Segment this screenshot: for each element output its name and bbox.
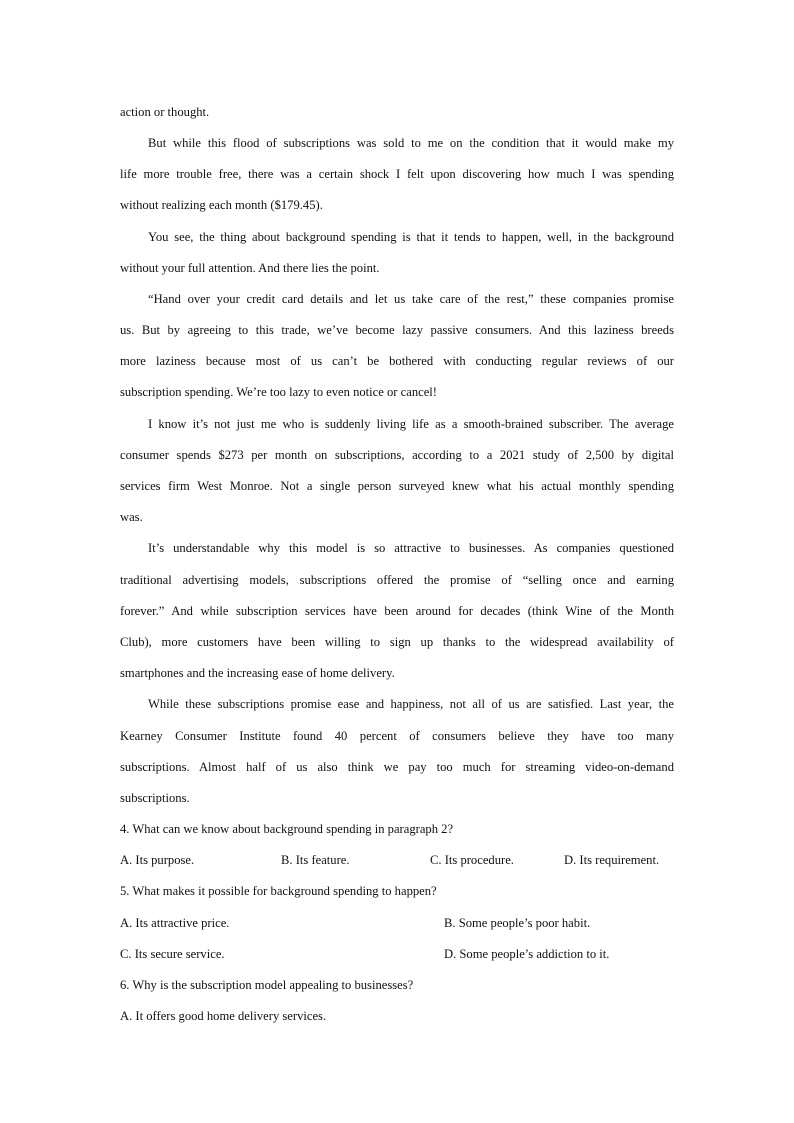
question-stem: 6. Why is the subscription model appealing to businesses? xyxy=(120,978,414,992)
text-line: action or thought. xyxy=(120,105,210,119)
text-line: subscriptions. xyxy=(120,791,190,805)
text-line: While these subscriptions promise ease and happiness, not all of us are satisfied. Last year, the xyxy=(148,697,674,711)
text-line: life more trouble free, there was a certain shock I felt upon discovering how much I was spending xyxy=(120,167,674,181)
text-line: services firm West Monroe. Not a single person surveyed knew what his actual monthly spending xyxy=(120,479,674,493)
question-stem: 5. What makes it possible for background spending to happen? xyxy=(120,884,437,898)
text-line: more laziness because most of us can’t be bothered with conducting regular reviews of our xyxy=(120,354,674,368)
text-line: was. xyxy=(120,510,143,524)
answer-option: D. Some people’s addiction to it. xyxy=(444,947,610,961)
answer-option: D. Its requirement. xyxy=(564,853,660,867)
text-line: I know it’s not just me who is suddenly living life as a smooth-brained subscriber. The average xyxy=(148,417,674,431)
answer-option: A. Its purpose. xyxy=(120,853,195,867)
text-line: subscription spending. We’re too lazy to even notice or cancel! xyxy=(120,385,437,399)
text-line: smartphones and the increasing ease of home delivery. xyxy=(120,666,395,680)
text-line: consumer spends $273 per month on subscriptions, according to a 2021 study of 2,500 by digital xyxy=(120,448,674,462)
question-stem: 4. What can we know about background spending in paragraph 2? xyxy=(120,822,454,836)
text-line: without realizing each month ($179.45). xyxy=(120,198,323,212)
text-line: us. But by agreeing to this trade, we’ve become lazy passive consumers. And this laziness breeds xyxy=(120,323,674,337)
answer-option: C. Its procedure. xyxy=(430,853,514,867)
text-line: But while this flood of subscriptions was sold to me on the condition that it would make my xyxy=(148,136,674,150)
text-line: Club), more customers have been willing to sign up thanks to the widespread availability of xyxy=(120,635,674,649)
text-line: subscriptions. Almost half of us also think we pay too much for streaming video-on-demand xyxy=(120,760,674,774)
answer-option: B. Its feature. xyxy=(281,853,350,867)
text-line: Kearney Consumer Institute found 40 percent of consumers believe they have too many xyxy=(120,729,674,743)
text-line: without your full attention. And there lies the point. xyxy=(120,261,380,275)
answer-option: B. Some people’s poor habit. xyxy=(444,916,591,930)
answer-option: C. Its secure service. xyxy=(120,947,225,961)
text-line: “Hand over your credit card details and let us take care of the rest,” these companies promise xyxy=(148,292,674,306)
text-line: forever.” And while subscription services have been around for decades (think Wine of the Month xyxy=(120,604,674,618)
text-line: traditional advertising models, subscriptions offered the promise of “selling once and earning xyxy=(120,573,674,587)
answer-option: A. It offers good home delivery services. xyxy=(120,1009,327,1023)
text-line: You see, the thing about background spending is that it tends to happen, well, in the background xyxy=(148,230,674,244)
text-line: It’s understandable why this model is so attractive to businesses. As companies questioned xyxy=(148,541,674,555)
answer-option: A. Its attractive price. xyxy=(120,916,230,930)
